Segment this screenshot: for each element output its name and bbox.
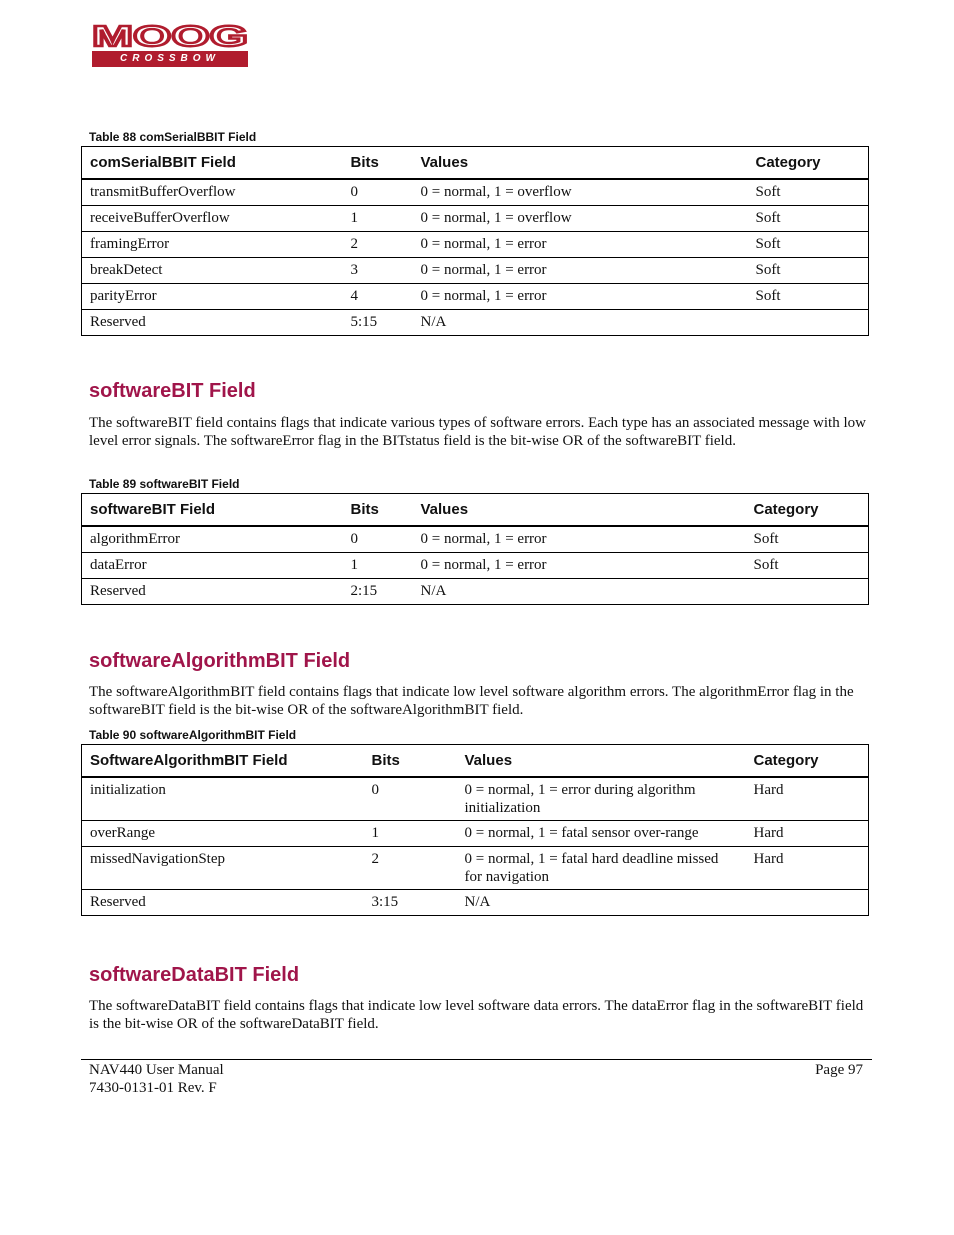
column-header: Values: [413, 147, 748, 180]
column-header: comSerialBBIT Field: [82, 147, 343, 180]
table-row: [82, 777, 869, 821]
table-cell: Hard: [746, 847, 869, 890]
footer-doc-number: 7430-0131-01 Rev. F: [89, 1080, 217, 1096]
table-row: [82, 821, 869, 847]
table-softwarebit: [81, 493, 869, 605]
table-cell: Soft: [748, 284, 869, 310]
footer-manual-title: NAV440 User Manual: [89, 1062, 224, 1078]
section-heading-softwaredatabit: softwareDataBIT Field: [89, 964, 300, 986]
table-cell: Soft: [748, 179, 869, 206]
table-89-caption: Table 89 softwareBIT Field: [89, 477, 240, 491]
table-cell: framingError: [82, 232, 343, 258]
table-90-caption: Table 90 softwareAlgorithmBIT Field: [89, 728, 297, 742]
table-cell: 2:15: [350, 583, 378, 599]
table-comserialbbit: [81, 146, 869, 336]
table-cell: 0 = normal, 1 = error: [413, 284, 748, 310]
table-softwarealgorithmbit: [81, 744, 869, 916]
table-row: [82, 553, 869, 579]
table-cell: Soft: [748, 206, 869, 232]
column-header: softwareBIT Field: [82, 494, 343, 527]
table-cell: Soft: [746, 553, 869, 579]
table-cell: 0 = normal, 1 = overflow: [413, 206, 748, 232]
table-cell: 0 = normal, 1 = error: [413, 232, 748, 258]
table-cell: [746, 579, 869, 605]
table-cell: N/A: [464, 894, 491, 910]
column-header: SoftwareAlgorithmBIT Field: [82, 745, 364, 778]
table-row: [82, 179, 869, 206]
table-cell: 2: [364, 847, 457, 890]
table-cell: 1: [343, 553, 413, 579]
table-cell: 3: [343, 258, 413, 284]
table-cell: receiveBufferOverflow: [82, 206, 343, 232]
table-cell: 5:15: [350, 314, 378, 330]
logo-wordmark: [92, 22, 250, 49]
table-row: [82, 847, 869, 890]
section-body-softwarebit: The softwareBIT field contains flags that indicate various types of software errors. Each type has an associated message with low level error signals. The softwareError flag in the BITstatus field is the bit-wise OR of the softwareBIT field.: [89, 415, 866, 449]
table-cell: 0 = normal, 1 = fatal hard deadline missed for navigation: [457, 847, 746, 890]
table-row: [82, 310, 869, 336]
table-row: [82, 579, 869, 605]
table-cell: Reserved: [90, 894, 146, 910]
table-cell: overRange: [82, 821, 364, 847]
column-header: Category: [748, 147, 869, 180]
table-cell: [746, 890, 869, 916]
table-cell: 0 = normal, 1 = error: [413, 258, 748, 284]
table-cell: Soft: [748, 258, 869, 284]
logo-sub-text: CROSSBOW: [92, 51, 248, 67]
table-cell: 0 = normal, 1 = error during algorithm initialization: [457, 777, 746, 821]
table-cell: breakDetect: [82, 258, 343, 284]
section-body-softwaredatabit: The softwareDataBIT field contains flags that indicate low level software data errors. The dataError flag in the softwareBIT field is the bit-wise OR of the softwareDataBIT field.: [89, 998, 864, 1032]
table-cell: 0: [364, 777, 457, 821]
table-cell: Reserved: [90, 314, 146, 330]
table-row: [82, 526, 869, 553]
column-header: Category: [746, 494, 869, 527]
table-cell: Hard: [746, 821, 869, 847]
logo-brand-text: MOOG: [92, 22, 248, 49]
footer-page-number: Page 97: [815, 1062, 863, 1078]
table-cell: 1: [343, 206, 413, 232]
column-header: Values: [457, 745, 746, 778]
table-row: [82, 232, 869, 258]
section-heading-softwarebit: softwareBIT Field: [89, 380, 256, 402]
table-cell: missedNavigationStep: [82, 847, 364, 890]
table-cell: initialization: [82, 777, 364, 821]
table-cell: [748, 310, 869, 336]
table-cell: N/A: [420, 314, 447, 330]
table-cell: algorithmError: [82, 526, 343, 553]
table-row: [82, 284, 869, 310]
table-cell: 0 = normal, 1 = fatal sensor over-range: [457, 821, 746, 847]
table-cell: 0: [343, 179, 413, 206]
table-row: [82, 890, 869, 916]
column-header: Category: [746, 745, 869, 778]
table-cell: 0 = normal, 1 = error: [413, 526, 746, 553]
table-cell: 3:15: [371, 894, 399, 910]
table-row: [82, 206, 869, 232]
table-cell: N/A: [420, 583, 447, 599]
table-cell: 2: [343, 232, 413, 258]
table-header-row: [82, 494, 869, 527]
moog-crossbow-logo: [92, 22, 250, 68]
column-header: Values: [413, 494, 746, 527]
table-cell: parityError: [82, 284, 343, 310]
table-cell: dataError: [82, 553, 343, 579]
section-body-softwarealgorithmbit: The softwareAlgorithmBIT field contains flags that indicate low level software algorithm errors. The algorithmError flag in the softwareBIT field is the bit-wise OR of the softwareAlgorithmBIT field.: [89, 684, 854, 718]
footer-divider: [81, 1059, 872, 1060]
table-cell: transmitBufferOverflow: [82, 179, 343, 206]
table-cell: 0: [343, 526, 413, 553]
column-header: Bits: [343, 147, 413, 180]
table-cell: Soft: [746, 526, 869, 553]
table-cell: Reserved: [90, 583, 146, 599]
section-heading-softwarealgorithmbit: softwareAlgorithmBIT Field: [89, 650, 351, 672]
table-cell: Soft: [748, 232, 869, 258]
table-cell: 4: [343, 284, 413, 310]
table-row: [82, 258, 869, 284]
table-header-row: [82, 745, 869, 778]
footer-left: [89, 1061, 224, 1097]
table-cell: 0 = normal, 1 = error: [413, 553, 746, 579]
table-cell: Hard: [746, 777, 869, 821]
column-header: Bits: [364, 745, 457, 778]
table-cell: 1: [364, 821, 457, 847]
table-header-row: [82, 147, 869, 180]
table-88-caption: Table 88 comSerialBBIT Field: [89, 130, 257, 144]
table-cell: 0 = normal, 1 = overflow: [413, 179, 748, 206]
column-header: Bits: [343, 494, 413, 527]
